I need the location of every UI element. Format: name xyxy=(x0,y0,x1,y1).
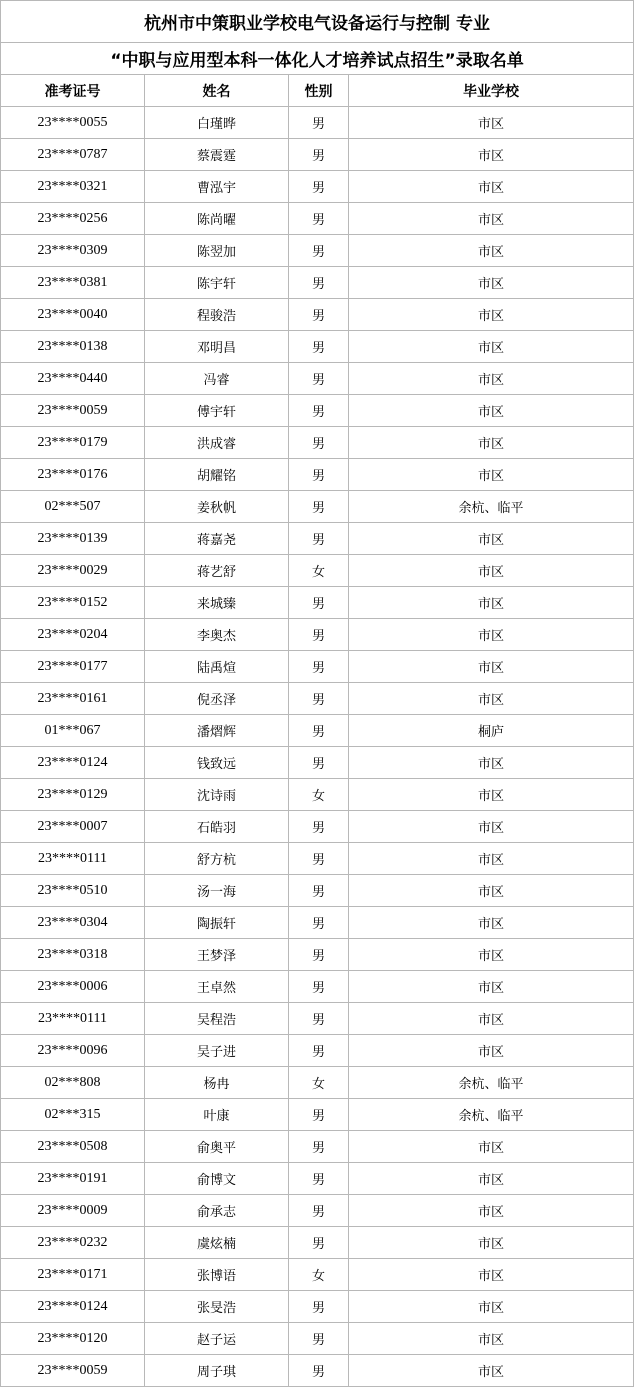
gender-cell: 男 xyxy=(289,427,349,459)
exam-id-cell: 23****0138 xyxy=(1,331,145,363)
exam-id-cell: 23****0059 xyxy=(1,1355,145,1387)
exam-id-cell: 23****0304 xyxy=(1,907,145,939)
table-row xyxy=(1,1067,634,1099)
school-cell: 市区 xyxy=(349,331,634,363)
school-cell: 市区 xyxy=(349,1163,634,1195)
name-cell: 李奥杰 xyxy=(145,619,289,651)
column-header-school: 毕业学校 xyxy=(349,75,634,107)
gender-cell: 男 xyxy=(289,395,349,427)
exam-id-cell: 01***067 xyxy=(1,715,145,747)
school-cell: 市区 xyxy=(349,427,634,459)
exam-id-cell: 02***315 xyxy=(1,1099,145,1131)
gender-cell: 男 xyxy=(289,139,349,171)
table-row xyxy=(1,1035,634,1067)
name-cell: 倪丞泽 xyxy=(145,683,289,715)
table-row xyxy=(1,715,634,747)
name-cell: 来城臻 xyxy=(145,587,289,619)
name-cell: 王卓然 xyxy=(145,971,289,1003)
page-subtitle: “中职与应用型本科一体化人才培养试点招生”录取名单 xyxy=(1,43,634,75)
name-cell: 蒋嘉尧 xyxy=(145,523,289,555)
school-cell: 市区 xyxy=(349,1227,634,1259)
gender-cell: 男 xyxy=(289,619,349,651)
table-row xyxy=(1,1003,634,1035)
gender-cell: 男 xyxy=(289,715,349,747)
school-cell: 市区 xyxy=(349,747,634,779)
gender-cell: 男 xyxy=(289,971,349,1003)
name-cell: 曹泓宇 xyxy=(145,171,289,203)
school-cell: 市区 xyxy=(349,651,634,683)
table-row xyxy=(1,587,634,619)
name-cell: 洪成睿 xyxy=(145,427,289,459)
table-row xyxy=(1,619,634,651)
exam-id-cell: 23****0177 xyxy=(1,651,145,683)
exam-id-cell: 23****0111 xyxy=(1,843,145,875)
gender-cell: 男 xyxy=(289,1163,349,1195)
table-row xyxy=(1,683,634,715)
school-cell: 市区 xyxy=(349,1291,634,1323)
school-cell: 余杭、临平 xyxy=(349,491,634,523)
exam-id-cell: 23****0009 xyxy=(1,1195,145,1227)
school-cell: 市区 xyxy=(349,299,634,331)
gender-cell: 男 xyxy=(289,235,349,267)
school-cell: 市区 xyxy=(349,395,634,427)
name-cell: 潘熠辉 xyxy=(145,715,289,747)
school-cell: 桐庐 xyxy=(349,715,634,747)
gender-cell: 女 xyxy=(289,1259,349,1291)
gender-cell: 男 xyxy=(289,1099,349,1131)
exam-id-cell: 23****0029 xyxy=(1,555,145,587)
column-header-name: 姓名 xyxy=(145,75,289,107)
school-cell: 市区 xyxy=(349,363,634,395)
exam-id-cell: 23****0381 xyxy=(1,267,145,299)
exam-id-cell: 23****0152 xyxy=(1,587,145,619)
school-cell: 市区 xyxy=(349,875,634,907)
table-row xyxy=(1,267,634,299)
school-cell: 市区 xyxy=(349,1035,634,1067)
school-cell: 市区 xyxy=(349,907,634,939)
exam-id-cell: 23****0204 xyxy=(1,619,145,651)
table-row xyxy=(1,843,634,875)
name-cell: 蒋艺舒 xyxy=(145,555,289,587)
name-cell: 陈尚曜 xyxy=(145,203,289,235)
exam-id-cell: 02***808 xyxy=(1,1067,145,1099)
gender-cell: 男 xyxy=(289,1323,349,1355)
table-row xyxy=(1,1099,634,1131)
school-cell: 市区 xyxy=(349,1195,634,1227)
exam-id-cell: 23****0191 xyxy=(1,1163,145,1195)
column-header-exam-id: 准考证号 xyxy=(1,75,145,107)
gender-cell: 男 xyxy=(289,843,349,875)
table-row xyxy=(1,363,634,395)
school-cell: 市区 xyxy=(349,1003,634,1035)
exam-id-cell: 23****0176 xyxy=(1,459,145,491)
name-cell: 虞炫楠 xyxy=(145,1227,289,1259)
exam-id-cell: 23****0111 xyxy=(1,1003,145,1035)
table-row xyxy=(1,491,634,523)
exam-id-cell: 23****0318 xyxy=(1,939,145,971)
table-row xyxy=(1,1355,634,1387)
school-cell: 余杭、临平 xyxy=(349,1067,634,1099)
table-row xyxy=(1,1131,634,1163)
exam-id-cell: 23****0096 xyxy=(1,1035,145,1067)
name-cell: 俞承志 xyxy=(145,1195,289,1227)
gender-cell: 男 xyxy=(289,107,349,139)
table-row xyxy=(1,1195,634,1227)
table-row xyxy=(1,779,634,811)
name-cell: 白瑾晔 xyxy=(145,107,289,139)
name-cell: 冯睿 xyxy=(145,363,289,395)
gender-cell: 女 xyxy=(289,1067,349,1099)
header-row xyxy=(1,75,634,107)
exam-id-cell: 23****0309 xyxy=(1,235,145,267)
table-row xyxy=(1,171,634,203)
name-cell: 赵子运 xyxy=(145,1323,289,1355)
subtitle-row xyxy=(1,43,634,75)
gender-cell: 男 xyxy=(289,363,349,395)
name-cell: 陈宇轩 xyxy=(145,267,289,299)
table-row xyxy=(1,523,634,555)
table-row xyxy=(1,811,634,843)
exam-id-cell: 23****0007 xyxy=(1,811,145,843)
gender-cell: 男 xyxy=(289,203,349,235)
table-row xyxy=(1,299,634,331)
school-cell: 市区 xyxy=(349,523,634,555)
school-cell: 市区 xyxy=(349,779,634,811)
title-row xyxy=(1,1,634,43)
school-cell: 市区 xyxy=(349,459,634,491)
name-cell: 王梦泽 xyxy=(145,939,289,971)
exam-id-cell: 23****0055 xyxy=(1,107,145,139)
gender-cell: 男 xyxy=(289,811,349,843)
school-cell: 市区 xyxy=(349,587,634,619)
table-row xyxy=(1,203,634,235)
gender-cell: 男 xyxy=(289,491,349,523)
gender-cell: 男 xyxy=(289,1227,349,1259)
gender-cell: 男 xyxy=(289,171,349,203)
name-cell: 沈诗雨 xyxy=(145,779,289,811)
gender-cell: 女 xyxy=(289,779,349,811)
table-row xyxy=(1,235,634,267)
table-row xyxy=(1,459,634,491)
school-cell: 市区 xyxy=(349,1323,634,1355)
table-row xyxy=(1,1227,634,1259)
exam-id-cell: 23****0321 xyxy=(1,171,145,203)
school-cell: 市区 xyxy=(349,235,634,267)
school-cell: 市区 xyxy=(349,619,634,651)
school-cell: 市区 xyxy=(349,555,634,587)
exam-id-cell: 23****0161 xyxy=(1,683,145,715)
exam-id-cell: 23****0179 xyxy=(1,427,145,459)
exam-id-cell: 23****0171 xyxy=(1,1259,145,1291)
name-cell: 胡耀铭 xyxy=(145,459,289,491)
school-cell: 余杭、临平 xyxy=(349,1099,634,1131)
table-row xyxy=(1,971,634,1003)
school-cell: 市区 xyxy=(349,811,634,843)
school-cell: 市区 xyxy=(349,683,634,715)
name-cell: 蔡震霆 xyxy=(145,139,289,171)
name-cell: 姜秋帆 xyxy=(145,491,289,523)
school-cell: 市区 xyxy=(349,939,634,971)
name-cell: 陶振轩 xyxy=(145,907,289,939)
table-row xyxy=(1,427,634,459)
gender-cell: 男 xyxy=(289,267,349,299)
gender-cell: 男 xyxy=(289,331,349,363)
table-row xyxy=(1,331,634,363)
gender-cell: 男 xyxy=(289,1195,349,1227)
exam-id-cell: 23****0139 xyxy=(1,523,145,555)
exam-id-cell: 23****0040 xyxy=(1,299,145,331)
exam-id-cell: 23****0440 xyxy=(1,363,145,395)
name-cell: 钱致远 xyxy=(145,747,289,779)
school-cell: 市区 xyxy=(349,1131,634,1163)
gender-cell: 男 xyxy=(289,683,349,715)
school-cell: 市区 xyxy=(349,107,634,139)
name-cell: 杨冉 xyxy=(145,1067,289,1099)
school-cell: 市区 xyxy=(349,1355,634,1387)
table-row xyxy=(1,395,634,427)
table-row xyxy=(1,939,634,971)
exam-id-cell: 23****0059 xyxy=(1,395,145,427)
table-row xyxy=(1,139,634,171)
table-row xyxy=(1,1291,634,1323)
gender-cell: 男 xyxy=(289,1035,349,1067)
table-row xyxy=(1,1323,634,1355)
name-cell: 叶康 xyxy=(145,1099,289,1131)
exam-id-cell: 23****0256 xyxy=(1,203,145,235)
school-cell: 市区 xyxy=(349,1259,634,1291)
table-row xyxy=(1,875,634,907)
name-cell: 汤一海 xyxy=(145,875,289,907)
gender-cell: 男 xyxy=(289,1003,349,1035)
gender-cell: 男 xyxy=(289,523,349,555)
school-cell: 市区 xyxy=(349,203,634,235)
school-cell: 市区 xyxy=(349,971,634,1003)
name-cell: 程骏浩 xyxy=(145,299,289,331)
exam-id-cell: 23****0787 xyxy=(1,139,145,171)
exam-id-cell: 23****0006 xyxy=(1,971,145,1003)
table-row xyxy=(1,1163,634,1195)
exam-id-cell: 23****0120 xyxy=(1,1323,145,1355)
gender-cell: 男 xyxy=(289,651,349,683)
name-cell: 俞奥平 xyxy=(145,1131,289,1163)
name-cell: 吴子进 xyxy=(145,1035,289,1067)
exam-id-cell: 23****0124 xyxy=(1,1291,145,1323)
table-row xyxy=(1,907,634,939)
name-cell: 陈翌加 xyxy=(145,235,289,267)
gender-cell: 男 xyxy=(289,1131,349,1163)
table-row xyxy=(1,651,634,683)
gender-cell: 男 xyxy=(289,459,349,491)
name-cell: 傅宇轩 xyxy=(145,395,289,427)
exam-id-cell: 23****0232 xyxy=(1,1227,145,1259)
name-cell: 陆禹煊 xyxy=(145,651,289,683)
name-cell: 舒方杭 xyxy=(145,843,289,875)
gender-cell: 男 xyxy=(289,939,349,971)
school-cell: 市区 xyxy=(349,139,634,171)
gender-cell: 男 xyxy=(289,907,349,939)
gender-cell: 男 xyxy=(289,875,349,907)
exam-id-cell: 02***507 xyxy=(1,491,145,523)
exam-id-cell: 23****0129 xyxy=(1,779,145,811)
column-header-gender: 性别 xyxy=(289,75,349,107)
name-cell: 俞博文 xyxy=(145,1163,289,1195)
table-row xyxy=(1,1259,634,1291)
exam-id-cell: 23****0510 xyxy=(1,875,145,907)
school-cell: 市区 xyxy=(349,843,634,875)
school-cell: 市区 xyxy=(349,267,634,299)
gender-cell: 男 xyxy=(289,1291,349,1323)
name-cell: 张旻浩 xyxy=(145,1291,289,1323)
table-row xyxy=(1,107,634,139)
page-title: 杭州市中策职业学校电气设备运行与控制 专业 xyxy=(1,1,634,43)
table-row xyxy=(1,747,634,779)
gender-cell: 女 xyxy=(289,555,349,587)
table-row xyxy=(1,555,634,587)
school-cell: 市区 xyxy=(349,171,634,203)
gender-cell: 男 xyxy=(289,299,349,331)
name-cell: 周子琪 xyxy=(145,1355,289,1387)
exam-id-cell: 23****0508 xyxy=(1,1131,145,1163)
exam-id-cell: 23****0124 xyxy=(1,747,145,779)
gender-cell: 男 xyxy=(289,1355,349,1387)
name-cell: 石皓羽 xyxy=(145,811,289,843)
name-cell: 吴程浩 xyxy=(145,1003,289,1035)
gender-cell: 男 xyxy=(289,587,349,619)
name-cell: 张博语 xyxy=(145,1259,289,1291)
name-cell: 邓明昌 xyxy=(145,331,289,363)
gender-cell: 男 xyxy=(289,747,349,779)
